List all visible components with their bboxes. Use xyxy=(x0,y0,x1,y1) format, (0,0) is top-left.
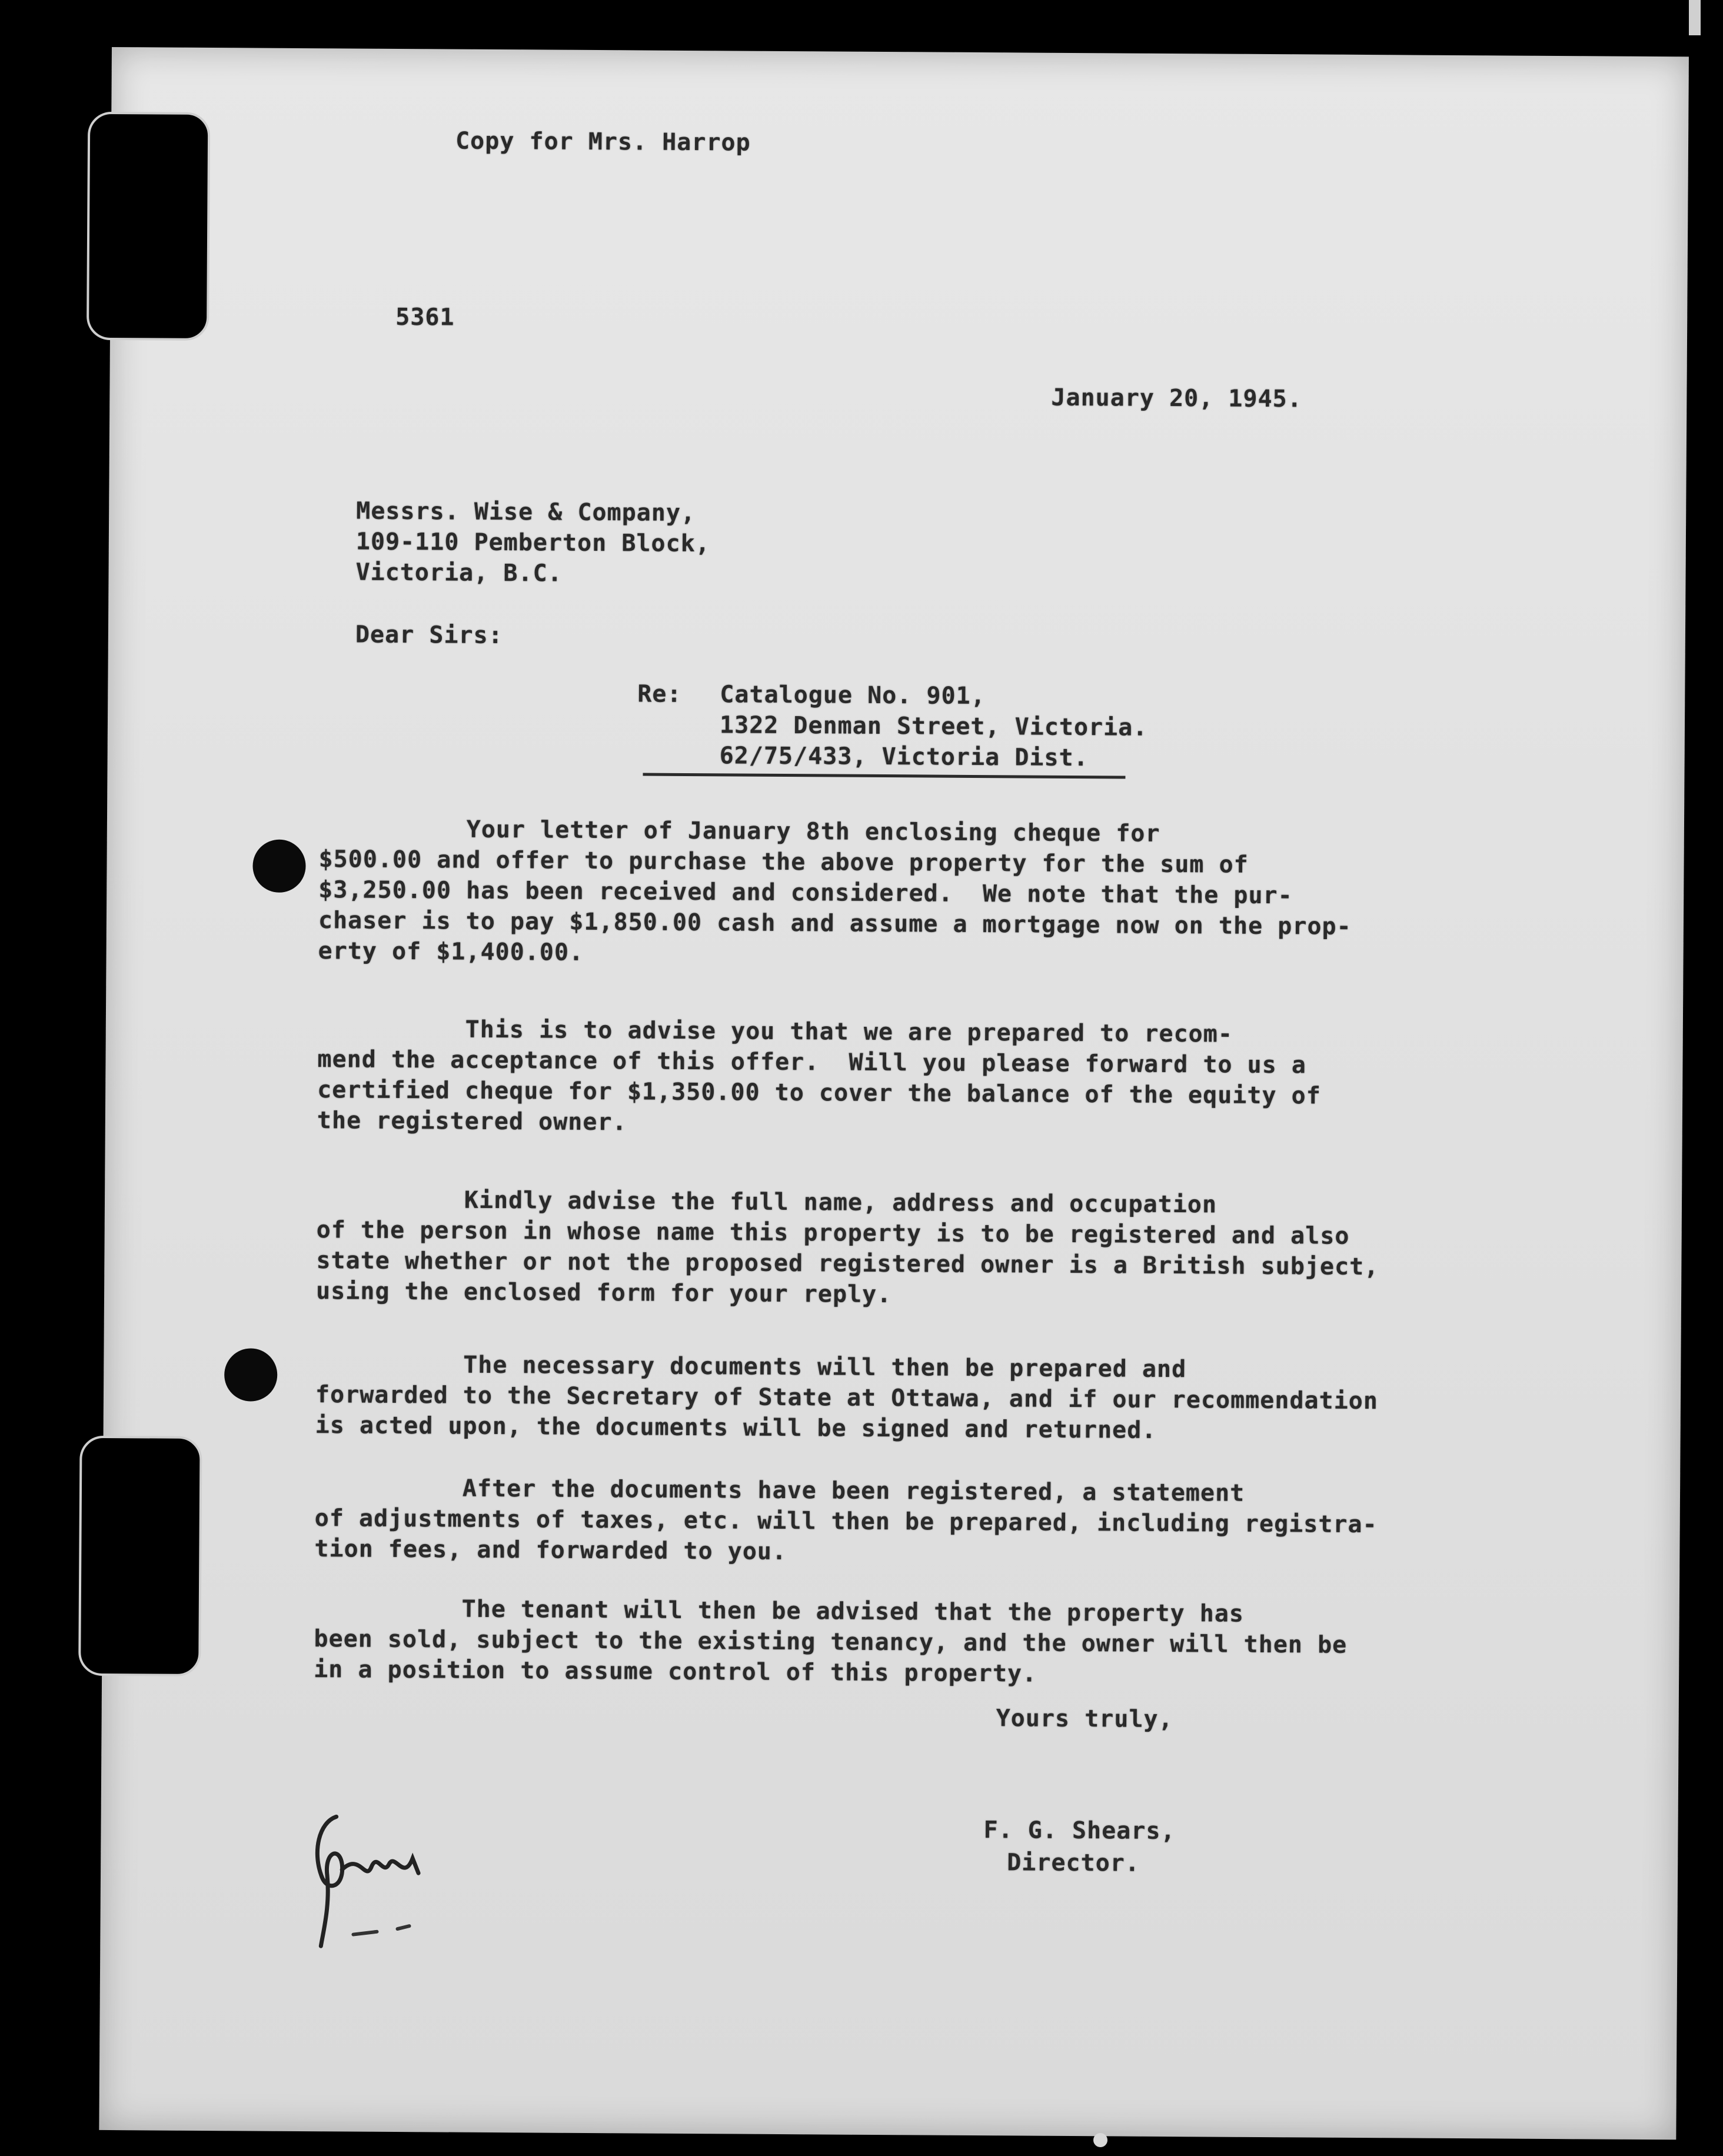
recipient-address-line: 109-110 Pemberton Block, xyxy=(355,528,710,558)
file-number: 5361 xyxy=(395,303,455,331)
body-line: chaser is to pay $1,850.00 cash and assume a mortgage now on the prop- xyxy=(318,907,1352,940)
body-line: using the enclosed form for your reply. xyxy=(315,1277,892,1309)
letter-date: January 20, 1945. xyxy=(1051,384,1302,413)
punch-hole xyxy=(224,1348,278,1402)
recipient-address-line: Victoria, B.C. xyxy=(355,558,563,587)
initials-scribble xyxy=(300,1799,437,1952)
film-edge-dot xyxy=(1093,2133,1107,2147)
body-line: mend the acceptance of this offer. Will you please forward to us a xyxy=(317,1046,1307,1079)
body-line: $500.00 and offer to purchase the above property for the sum of xyxy=(318,846,1249,879)
signatory-name: F. G. Shears, xyxy=(983,1816,1176,1845)
body-line: is acted upon, the documents will be signed and returned. xyxy=(315,1412,1157,1444)
body-line: The tenant will then be advised that the property has xyxy=(314,1595,1245,1628)
body-line: forwarded to the Secretary of State at Ottawa, and if our recommendation xyxy=(315,1381,1379,1415)
film-clip-top xyxy=(87,112,210,341)
punch-hole xyxy=(252,839,306,893)
body-line: After the documents have been registered, a statement xyxy=(314,1474,1245,1507)
re-underline xyxy=(643,773,1125,779)
complimentary-close: Yours truly, xyxy=(996,1705,1173,1734)
body-line: This is to advise you that we are prepared to recom- xyxy=(317,1015,1233,1048)
film-clip-bottom xyxy=(78,1436,202,1676)
signatory-title: Director. xyxy=(1007,1849,1140,1877)
re-line: 62/75/433, Victoria Dist. xyxy=(719,742,1089,772)
copy-note: Copy for Mrs. Harrop xyxy=(455,127,751,157)
re-line: 1322 Denman Street, Victoria. xyxy=(719,711,1148,741)
body-line: $3,250.00 has been received and considered. We note that the pur- xyxy=(318,876,1293,910)
body-line: tion fees, and forwarded to you. xyxy=(314,1535,787,1566)
body-line: in a position to assume control of this property. xyxy=(314,1656,1037,1688)
handwritten-initials xyxy=(300,1799,437,1952)
body-line: Your letter of January 8th enclosing cheque for xyxy=(318,815,1160,847)
salutation: Dear Sirs: xyxy=(355,621,503,650)
recipient-address-line: Messrs. Wise & Company, xyxy=(356,497,696,527)
body-line: erty of $1,400.00. xyxy=(318,937,584,966)
body-line: state whether or not the proposed registered owner is a British subject, xyxy=(316,1247,1379,1281)
body-line: the registered owner. xyxy=(317,1107,627,1136)
body-line: The necessary documents will then be prepared and xyxy=(315,1350,1187,1383)
film-edge-mark xyxy=(1689,0,1701,35)
body-line: certified cheque for $1,350.00 to cover the balance of the equity of xyxy=(317,1076,1321,1110)
re-label: Re: xyxy=(637,680,682,708)
body-line: been sold, subject to the existing tenancy, and the owner will then be xyxy=(314,1625,1348,1659)
body-line: Kindly advise the full name, address and occupation xyxy=(316,1186,1218,1219)
re-line: Catalogue No. 901, xyxy=(720,681,986,710)
body-line: of the person in whose name this property is to be registered and also xyxy=(316,1216,1350,1250)
letter-page xyxy=(99,47,1689,2140)
body-line: of adjustments of taxes, etc. will then be prepared, including registra- xyxy=(314,1505,1378,1539)
